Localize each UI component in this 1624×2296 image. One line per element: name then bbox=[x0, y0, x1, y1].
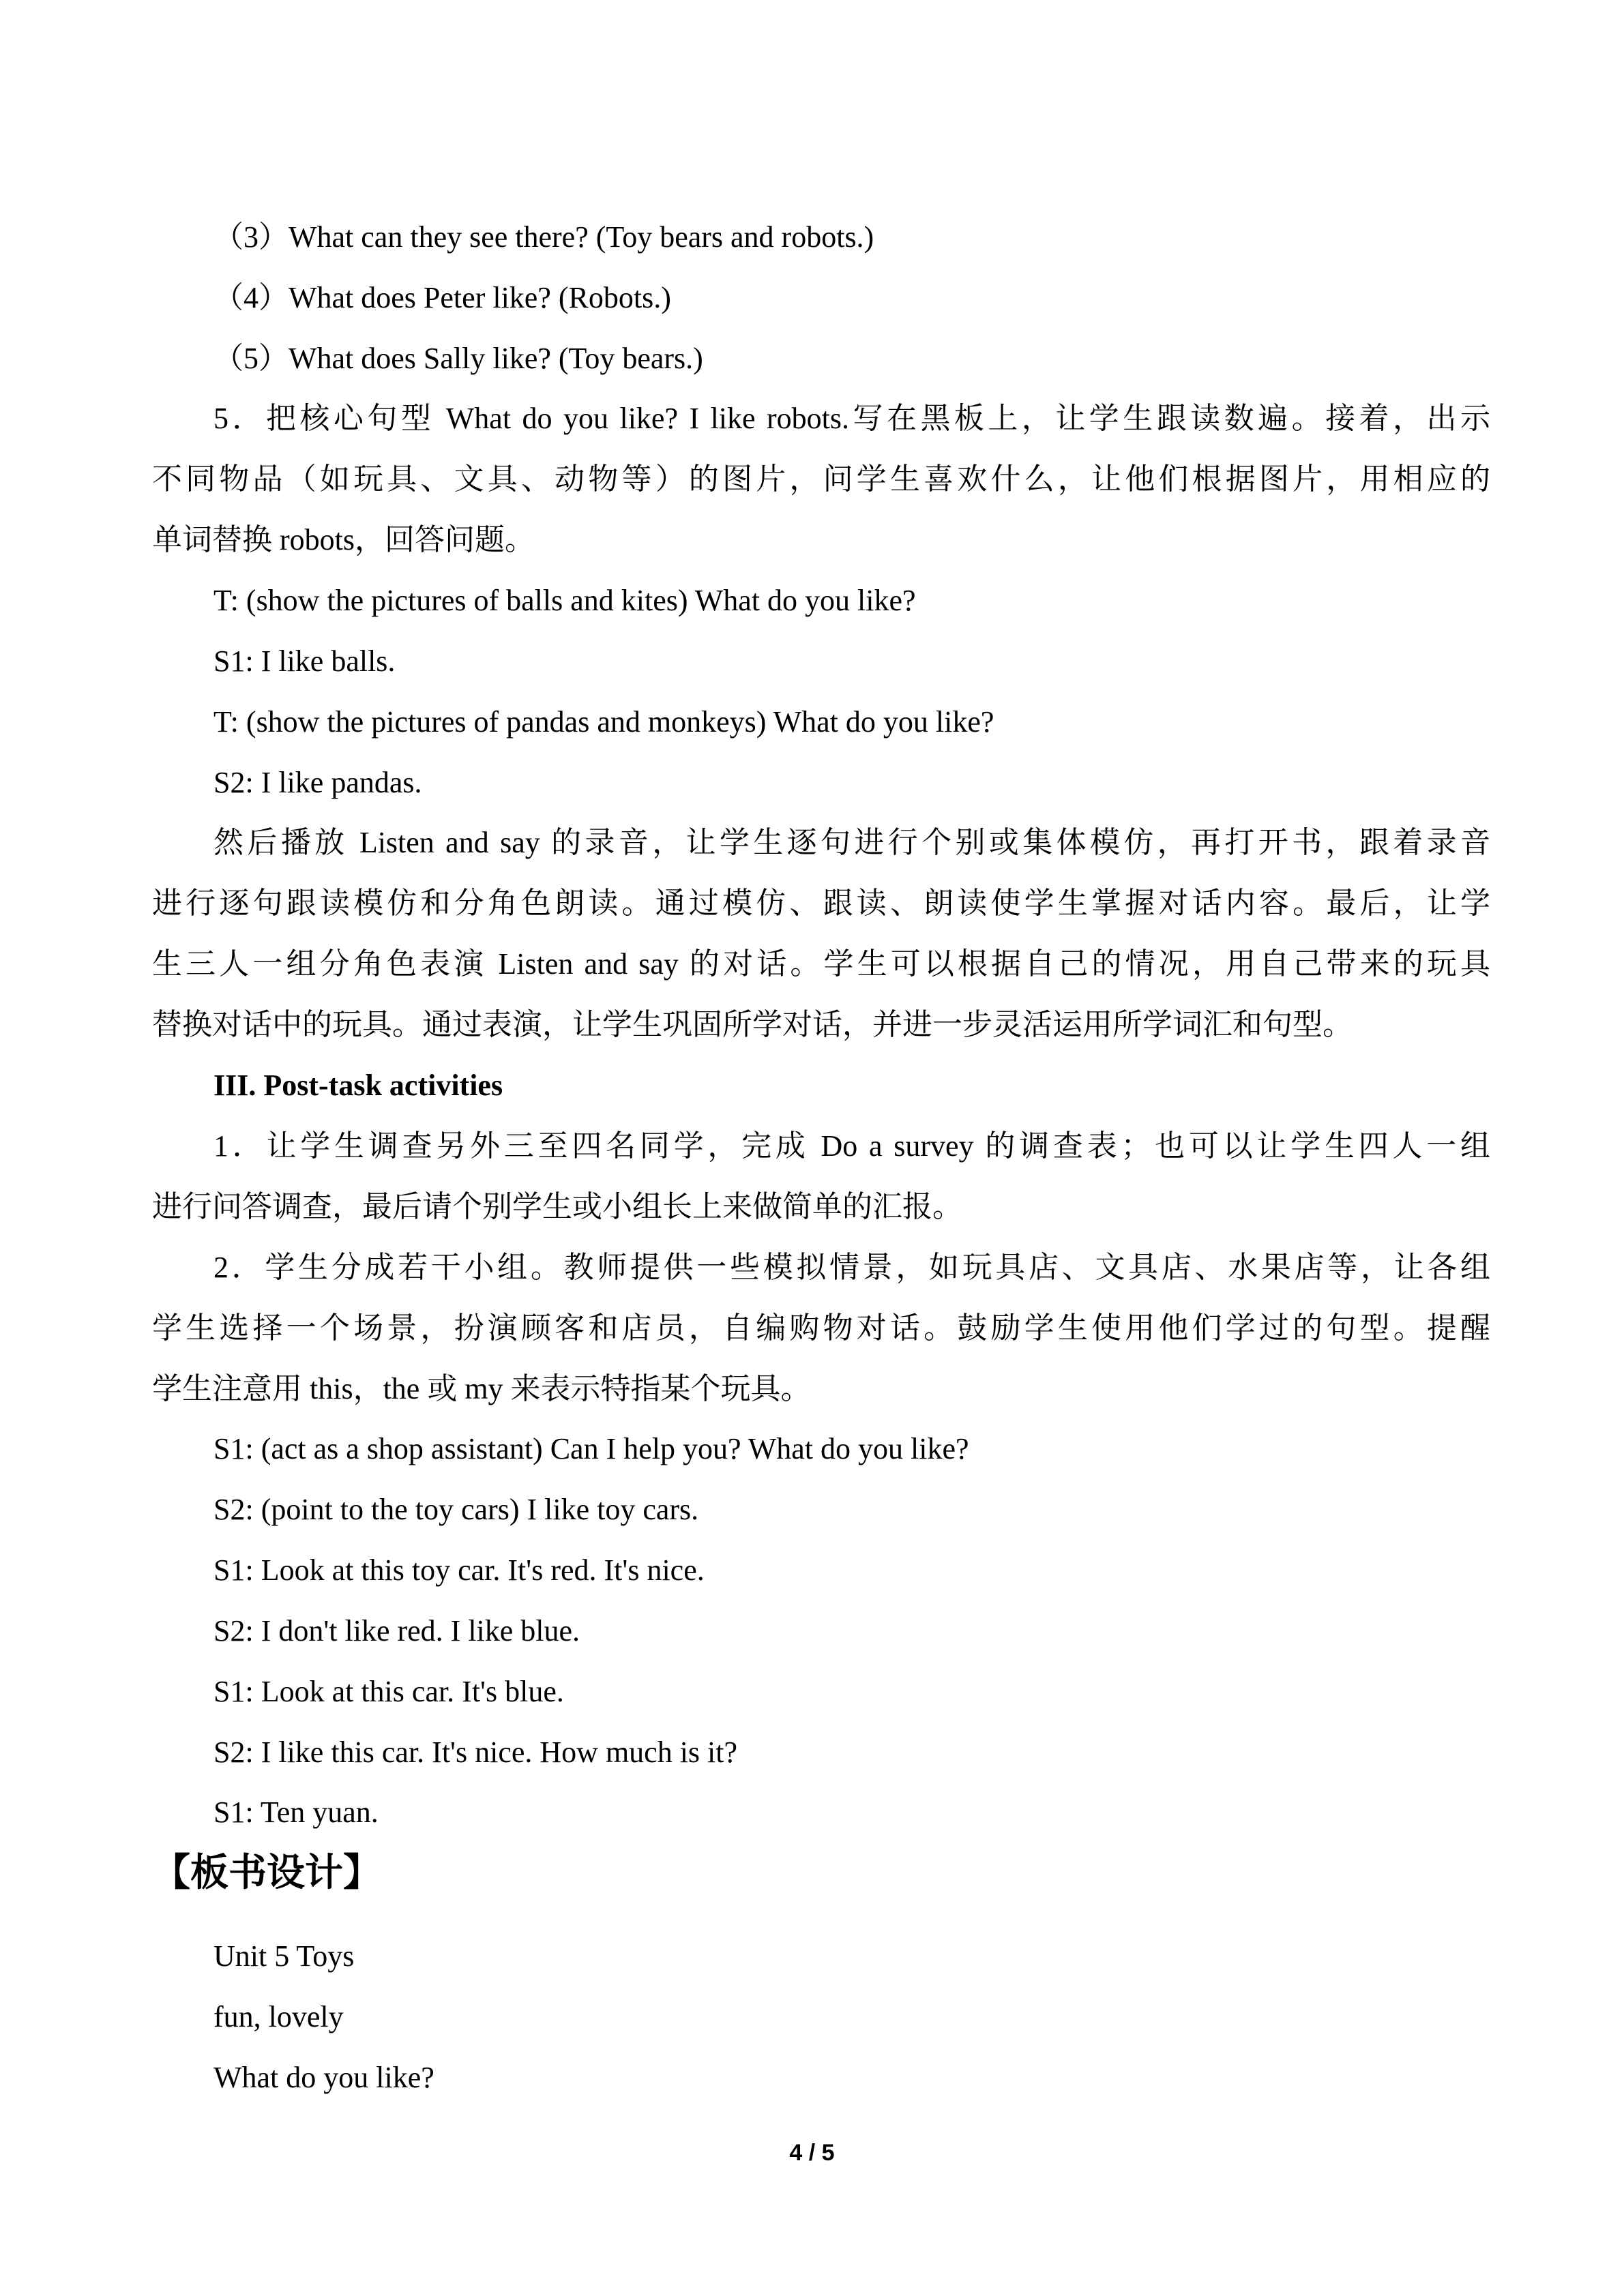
shop-dialogue-line-2: S2: (point to the toy cars) I like toy cars. bbox=[213, 1493, 699, 1526]
activity-1-line-2: 进行问答调查，最后请个别学生或小组长上来做简单的汇报。 bbox=[152, 1190, 962, 1223]
page-number: 4 / 5 bbox=[789, 2140, 835, 2166]
dialogue-line-2: S1: I like balls. bbox=[213, 644, 396, 678]
board-line-2: fun, lovely bbox=[213, 2000, 344, 2033]
step5-line-2: 不同物品（如玩具、文具、动物等）的图片，问学生喜欢什么，让他们根据图片，用相应的 bbox=[152, 462, 1490, 496]
dialogue-line-4: S2: I like pandas. bbox=[213, 766, 422, 799]
paragraph-2-line-4: 替换对话中的玩具。通过表演，让学生巩固所学对话，并进一步灵活运用所学词汇和句型。 bbox=[152, 1008, 1353, 1041]
question-3: （3）What can they see there? (Toy bears and robots.) bbox=[213, 220, 874, 254]
activity-2-line-3: 学生注意用 this，the 或 my 来表示特指某个玩具。 bbox=[152, 1372, 811, 1405]
paragraph-2-line-2: 进行逐句跟读模仿和分角色朗读。通过模仿、跟读、朗读使学生掌握对话内容。最后，让学 bbox=[152, 886, 1490, 920]
question-4: （4）What does Peter like? (Robots.) bbox=[213, 281, 671, 314]
dialogue-line-3: T: (show the pictures of pandas and monkeys) What do you like? bbox=[213, 705, 994, 739]
paragraph-2-line-1: 然后播放 Listen and say 的录音，让学生逐句进行个别或集体模仿，再打开书，跟着录音 bbox=[213, 826, 1490, 859]
shop-dialogue-line-5: S1: Look at this car. It's blue. bbox=[213, 1675, 564, 1708]
board-design-heading: 【板书设计】 bbox=[152, 1851, 381, 1895]
shop-dialogue-line-1: S1: (act as a shop assistant) Can I help you? What do you like? bbox=[213, 1432, 969, 1465]
step5-line-1: 5．把核心句型 What do you like? I like robots.写在黑板上，让学生跟读数遍。接着，出示 bbox=[213, 402, 1490, 435]
shop-dialogue-line-4: S2: I don't like red. I like blue. bbox=[213, 1614, 580, 1648]
paragraph-2-line-3: 生三人一组分角色表演 Listen and say 的对话。学生可以根据自己的情况，用自己带来的玩具 bbox=[152, 947, 1490, 981]
step5-line-3: 单词替换 robots，回答问题。 bbox=[152, 523, 535, 556]
shop-dialogue-line-6: S2: I like this car. It's nice. How much is it? bbox=[213, 1735, 738, 1769]
shop-dialogue-line-7: S1: Ten yuan. bbox=[213, 1795, 379, 1829]
board-line-3: What do you like? bbox=[213, 2061, 434, 2094]
activity-1-line-1: 1．让学生调查另外三至四名同学，完成 Do a survey 的调查表；也可以让学生四人一组 bbox=[213, 1129, 1490, 1163]
question-5: （5）What does Sally like? (Toy bears.) bbox=[213, 342, 703, 375]
activity-2-line-2: 学生选择一个场景，扮演顾客和店员，自编购物对话。鼓励学生使用他们学过的句型。提醒 bbox=[152, 1311, 1490, 1345]
dialogue-line-1: T: (show the pictures of balls and kites) What do you like? bbox=[213, 584, 916, 617]
activity-2-line-1: 2．学生分成若干小组。教师提供一些模拟情景，如玩具店、文具店、水果店等，让各组 bbox=[213, 1251, 1490, 1284]
shop-dialogue-line-3: S1: Look at this toy car. It's red. It's nice. bbox=[213, 1553, 705, 1587]
board-line-1: Unit 5 Toys bbox=[213, 1939, 355, 1973]
section-heading-post-task: III. Post-task activities bbox=[213, 1069, 503, 1102]
